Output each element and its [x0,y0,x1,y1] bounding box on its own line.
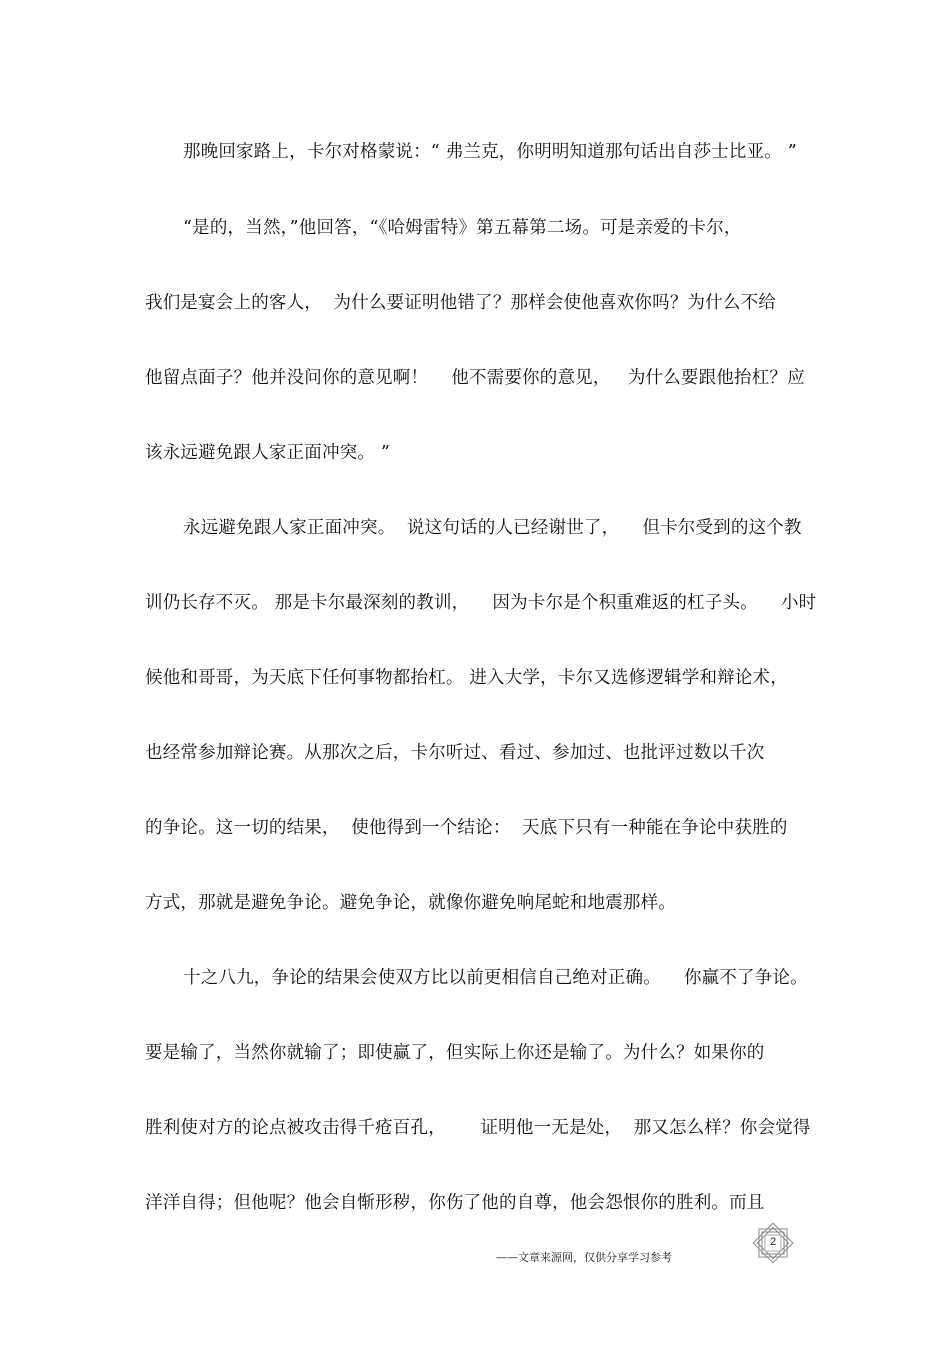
paragraph-2-line-2: 我们是宴会上的客人， 为什么要证明他错了？那样会使他喜欢你吗？为什么不给 [145,293,777,313]
paragraph-4-line-2: 要是输了，当然你就输了；即使赢了，但实际上你还是输了。为什么？如果你的 [145,1043,765,1063]
page-number-badge [750,1222,796,1264]
paragraph-3-line-5: 的争论。这一切的结果， 使他得到一个结论： 天底下只有一种能在争论中获胜的 [145,818,788,838]
paragraph-4-line-1: 十之八九，争论的结果会使双方比以前更相信自己绝对正确。 你赢不了争论。 [183,968,808,988]
paragraph-3-line-1: 永远避免跟人家正面冲突。 说这句话的人已经谢世了， 但卡尔受到的这个教 [183,518,802,538]
paragraph-2-line-4: 该永远避免跟人家正面冲突。 ” [145,443,391,463]
paragraph-4-line-3: 胜利使对方的论点被攻击得千疮百孔， 证明他一无是处， 那又怎么样？你会觉得 [145,1118,811,1138]
paragraph-2-line-3: 他留点面子？他并没问你的意见啊！ 他不需要你的意见， 为什么要跟他抬杠？应 [145,368,805,388]
paragraph-3-line-4: 也经常参加辩论赛。从那次之后，卡尔听过、看过、参加过、也批评过数以千次 [145,743,765,763]
paragraph-3-line-3: 候他和哥哥，为天底下任何事物都抬杠。 进入大学，卡尔又选修逻辑学和辩论术， [145,668,788,688]
paragraph-3-line-2: 训仍长存不灭。 那是卡尔最深刻的教训， 因为卡尔是个积重难返的杠子头。 小时 [145,593,817,613]
paragraph-1-line-1: 那晚回家路上，卡尔对格蒙说：“ 弗兰克，你明明知道那句话出自莎士比亚。 ” [183,142,797,162]
page-number: 2 [769,1236,777,1248]
paragraph-2-line-1: “是的，当然，”他回答，“《哈姆雷特》第五幕第二场。可是亲爱的卡尔， [183,218,742,238]
paragraph-3-line-6: 方式，那就是避免争论。避免争论，就像你避免响尾蛇和地震那样。 [145,893,676,913]
footer-source-note: ——文章来源网，仅供分享学习参考 [496,1251,672,1264]
paragraph-4-line-4: 洋洋自得；但他呢？他会自惭形秽，你伤了他的自尊，他会怨恨你的胜利。而且 [145,1193,765,1213]
